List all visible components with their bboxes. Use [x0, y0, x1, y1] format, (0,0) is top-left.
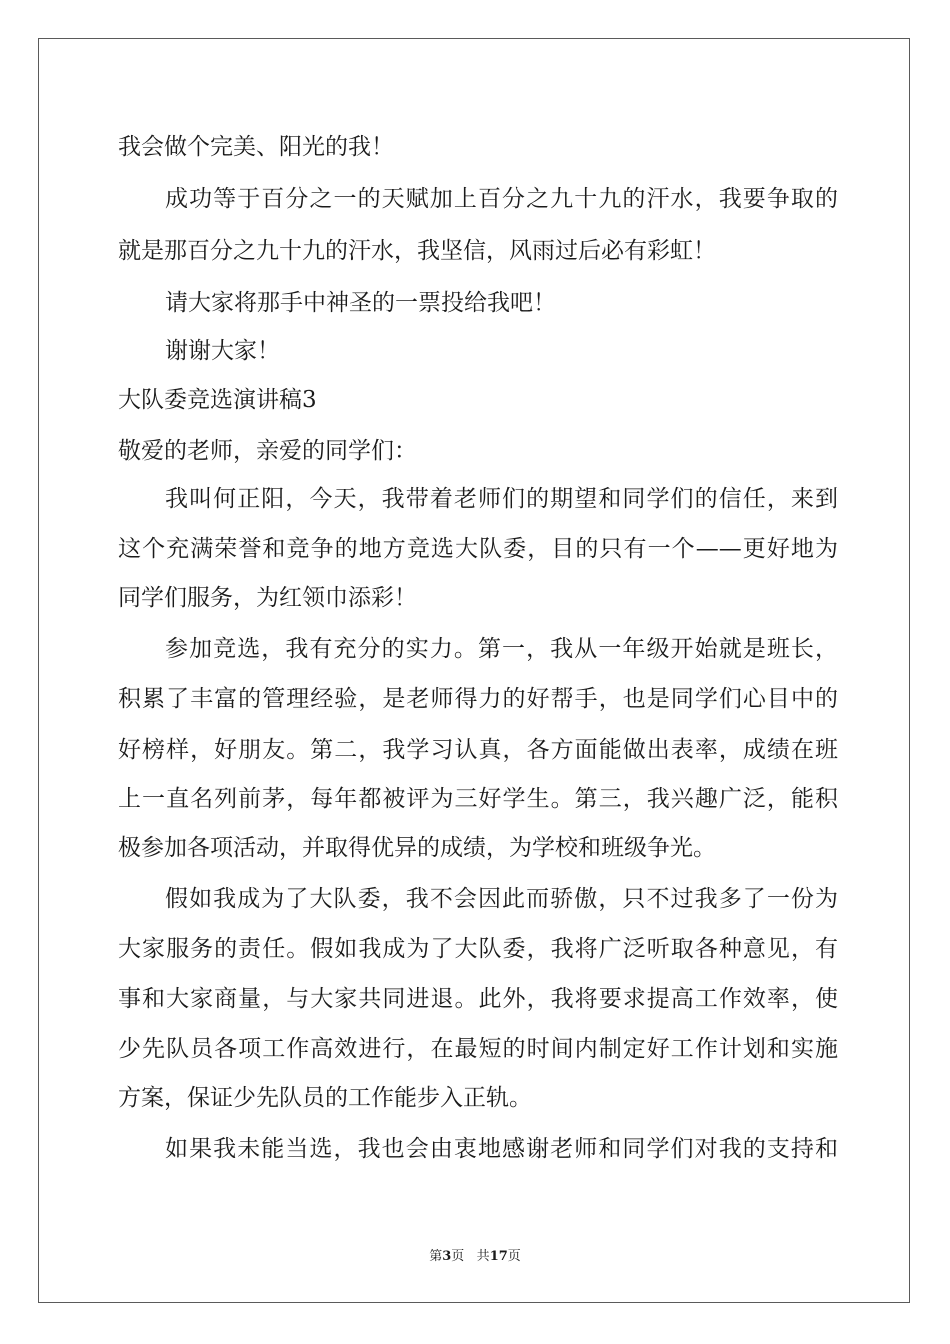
text-line: 同学们服务，为红领巾添彩！ — [118, 585, 417, 611]
page-border — [38, 38, 910, 1303]
text-line: 我会做个完美、阳光的我！ — [118, 134, 394, 160]
salutation: 敬爱的老师，亲爱的同学们： — [118, 438, 417, 464]
text-line: 少先队员各项工作高效进行，在最短的时间内制定好工作计划和实施 — [118, 1036, 838, 1062]
section-heading: 大队委竞选演讲稿3 — [118, 387, 317, 413]
text-line: 参加竞选，我有充分的实力。第一，我从一年级开始就是班长， — [165, 636, 838, 662]
text-line: 积累了丰富的管理经验，是老师得力的好帮手，也是同学们心目中的 — [118, 686, 838, 712]
footer-page-number: 3 — [442, 1249, 452, 1264]
text-line: 假如我成为了大队委，我不会因此而骄傲，只不过我多了一份为 — [165, 886, 838, 912]
text-line: 谢谢大家！ — [165, 338, 280, 364]
footer-total-pages: 17 — [489, 1249, 508, 1264]
text-line: 这个充满荣誉和竞争的地方竞选大队委，目的只有一个——更好地为 — [118, 536, 838, 562]
footer-page-suffix: 页 — [451, 1249, 465, 1264]
text-line: 事和大家商量，与大家共同进退。此外，我将要求提高工作效率，使 — [118, 986, 838, 1012]
footer-total-suffix: 页 — [507, 1249, 521, 1264]
text-line: 大家服务的责任。假如我成为了大队委，我将广泛听取各种意见，有 — [118, 936, 838, 962]
text-line: 上一直名列前茅，每年都被评为三好学生。第三，我兴趣广泛，能积 — [118, 786, 838, 812]
page-footer — [0, 1245, 950, 1264]
text-line: 好榜样，好朋友。第二，我学习认真，各方面能做出表率，成绩在班 — [118, 737, 838, 763]
text-line: 如果我未能当选，我也会由衷地感谢老师和同学们对我的支持和 — [165, 1136, 838, 1162]
text-line: 极参加各项活动，并取得优异的成绩，为学校和班级争光。 — [118, 835, 716, 861]
text-line: 我叫何正阳，今天，我带着老师们的期望和同学们的信任，来到 — [165, 486, 838, 512]
footer-total-prefix: 共 — [476, 1249, 490, 1264]
text-line: 就是那百分之九十九的汗水，我坚信，风雨过后必有彩虹！ — [118, 238, 716, 264]
text-line: 方案，保证少先队员的工作能步入正轨。 — [118, 1085, 532, 1111]
text-line: 成功等于百分之一的天赋加上百分之九十九的汗水，我要争取的 — [165, 186, 838, 212]
text-line: 请大家将那手中神圣的一票投给我吧！ — [165, 290, 556, 316]
footer-page-prefix: 第 — [429, 1249, 443, 1264]
